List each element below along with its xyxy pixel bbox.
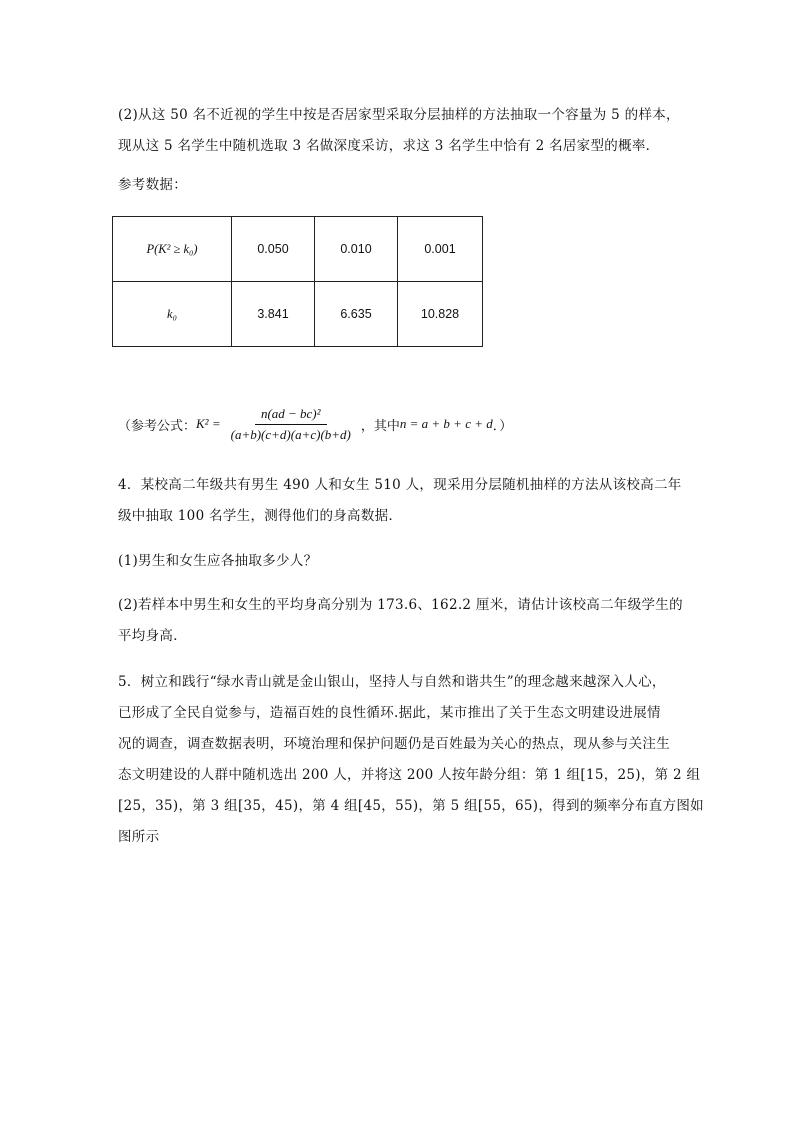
q5-line-4: 态文明建设的人群中随机选出 200 人，并将这 200 人按年龄分组：第 1 组[15，25)，第 2 组 xyxy=(118,767,701,783)
q4-line-1: 4．某校高二年级共有男生 490 人和女生 510 人，现采用分层随机抽样的方法从该校高二年 xyxy=(118,477,682,493)
question-5 xyxy=(118,667,704,853)
q5-line-5: [25，35)，第 3 组[35，45)，第 4 组[45，55)，第 5 组[55，65)，得到的频率分布直方图如 xyxy=(118,798,704,814)
table-cell: P(K² ≥ k₀) xyxy=(113,217,232,282)
table-cell: 0.010 xyxy=(315,217,398,282)
formula-condition: n = a + b + c + d xyxy=(399,416,493,431)
q4-part2-line-2: 平均身高． xyxy=(118,628,187,644)
table-cell: 0.050 xyxy=(232,217,315,282)
table-cell: 3.841 xyxy=(232,282,315,347)
question-4 xyxy=(118,470,688,532)
table-row xyxy=(113,217,483,282)
formula-suffix: ．） xyxy=(492,418,513,434)
question-3-part-2 xyxy=(118,100,688,162)
q3-part2-line-1: (2)从这 50 名不近视的学生中按是否居家型采取分层抽样的方法抽取一个容量为 5 的样本， xyxy=(118,107,680,123)
formula-middle: ，其中 xyxy=(360,418,400,434)
table-row xyxy=(113,282,483,347)
question-4-part-1: (1)男生和女生应各抽取多少人？ xyxy=(118,553,318,569)
q5-line-6: 图所示 xyxy=(118,829,160,845)
q5-line-2: 已形成了全民自觉参与，造福百姓的良性循环.据此，某市推出了关于生态文明建设进展情 xyxy=(118,705,661,721)
table-cell: 10.828 xyxy=(398,282,483,347)
question-4-part-2 xyxy=(118,590,688,652)
formula-numerator: n(ad − bc)² xyxy=(255,406,327,425)
q5-line-1: 5．树立和践行“绿水青山就是金山银山，坚持人与自然和谐共生”的理念越来越深入人心， xyxy=(118,674,666,690)
reference-data-label: 参考数据： xyxy=(118,177,187,193)
formula-denominator: (a+b)(c+d)(a+c)(b+d) xyxy=(230,426,351,442)
q4-part2-line-1: (2)若样本中男生和女生的平均身高分别为 173.6、162.2 厘米，请估计该校高二年级学生的 xyxy=(118,597,683,613)
formula-lhs: K² = xyxy=(196,416,221,431)
reference-formula xyxy=(118,398,512,450)
table-cell: 6.635 xyxy=(315,282,398,347)
critical-value-table xyxy=(112,216,483,347)
q3-part2-line-2: 现从这 5 名学生中随机选取 3 名做深度采访，求这 3 名学生中恰有 2 名居家型的概率． xyxy=(118,138,660,154)
table-cell: 0.001 xyxy=(398,217,483,282)
table-cell: k₀ xyxy=(113,282,232,347)
q5-line-3: 况的调查，调查数据表明，环境治理和保护问题仍是百姓最为关心的热点，现从参与关注生 xyxy=(118,736,670,752)
formula-prefix: （参考公式： xyxy=(118,418,197,434)
formula-fraction xyxy=(225,406,357,443)
q4-line-2: 级中抽取 100 名学生，测得他们的身高数据． xyxy=(118,508,403,524)
